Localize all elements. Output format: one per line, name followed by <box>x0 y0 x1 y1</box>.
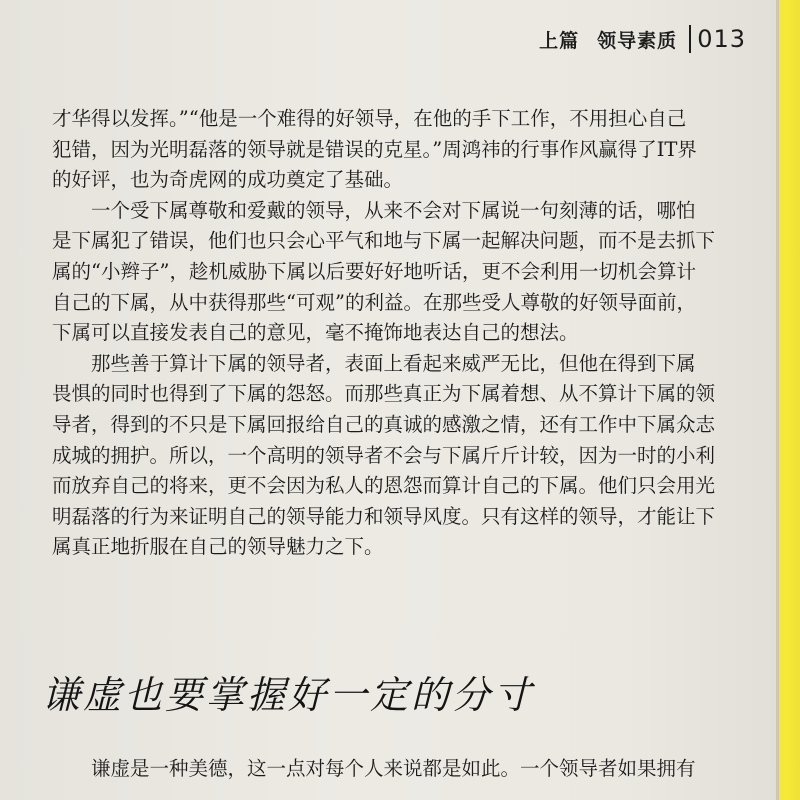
text-line: 犯错，因为光明磊落的领导就是错误的克星。”周鸿祎的行事作风赢得了IT界 <box>52 137 697 161</box>
chapter-label: 领导素质 <box>597 29 678 52</box>
page-edge-yellow <box>776 0 800 800</box>
text-line: 导者，得到的不只是下属回报给自己的真诚的感激之情，还有工作中下属众志 <box>52 412 716 436</box>
text-line: 成城的拥护。所以，一个高明的领导者不会与下属斤斤计较，因为一时的小利 <box>52 443 716 467</box>
text-line: 谦虚是一种美德，这一点对每个人来说都是如此。一个领导者如果拥有 <box>91 757 696 780</box>
text-line: 自己的下属，从中获得那些“可观”的利益。在那些受人尊敬的好领导面前， <box>52 290 696 314</box>
text-line: 畏惧的同时也得到了下属的怨怒。而那些真正为下属着想、从不算计下属的领 <box>52 382 716 406</box>
text-line: 是下属犯了错误，他们也只会心平气和地与下属一起解决问题，而不是去抓下 <box>52 229 716 253</box>
text-line: 属真正地折服在自己的领导魅力之下。 <box>52 535 384 559</box>
next-paragraph <box>52 754 742 785</box>
text-line: 才华得以发挥。”“他是一个难得的好领导，在他的手下工作，不用担心自己 <box>52 107 687 130</box>
section-label: 上篇 <box>539 29 580 52</box>
running-head-divider <box>689 25 691 53</box>
running-head <box>539 25 746 53</box>
section-heading: 谦虚也要掌握好一定的分寸 <box>42 673 535 717</box>
paragraph-1 <box>52 104 742 196</box>
body-text <box>52 104 742 563</box>
paragraph-3 <box>52 349 742 563</box>
text-line: 一个受下属尊敬和爱戴的领导，从来不会对下属说一句刻薄的话，哪怕 <box>91 198 696 222</box>
text-line: 的好评，也为奇虎网的成功奠定了基础。 <box>52 168 404 192</box>
text-line: 而放弃自己的将来，更不会因为私人的恩怨而算计自己的下属。他们只会用光 <box>52 474 716 498</box>
text-line: 明磊落的行为来证明自己的领导能力和领导风度。只有这样的领导，才能让下 <box>52 504 716 528</box>
paragraph-2 <box>52 196 742 349</box>
text-line: 属的“小辫子”，趁机威胁下属以后要好好地听话，更不会利用一切机会算计 <box>52 259 696 283</box>
page-number: 013 <box>697 25 746 53</box>
text-line: 下属可以直接发表自己的意见，毫不掩饰地表达自己的想法。 <box>52 321 579 345</box>
text-line: 那些善于算计下属的领导者，表面上看起来威严无比，但他在得到下属 <box>91 351 696 375</box>
